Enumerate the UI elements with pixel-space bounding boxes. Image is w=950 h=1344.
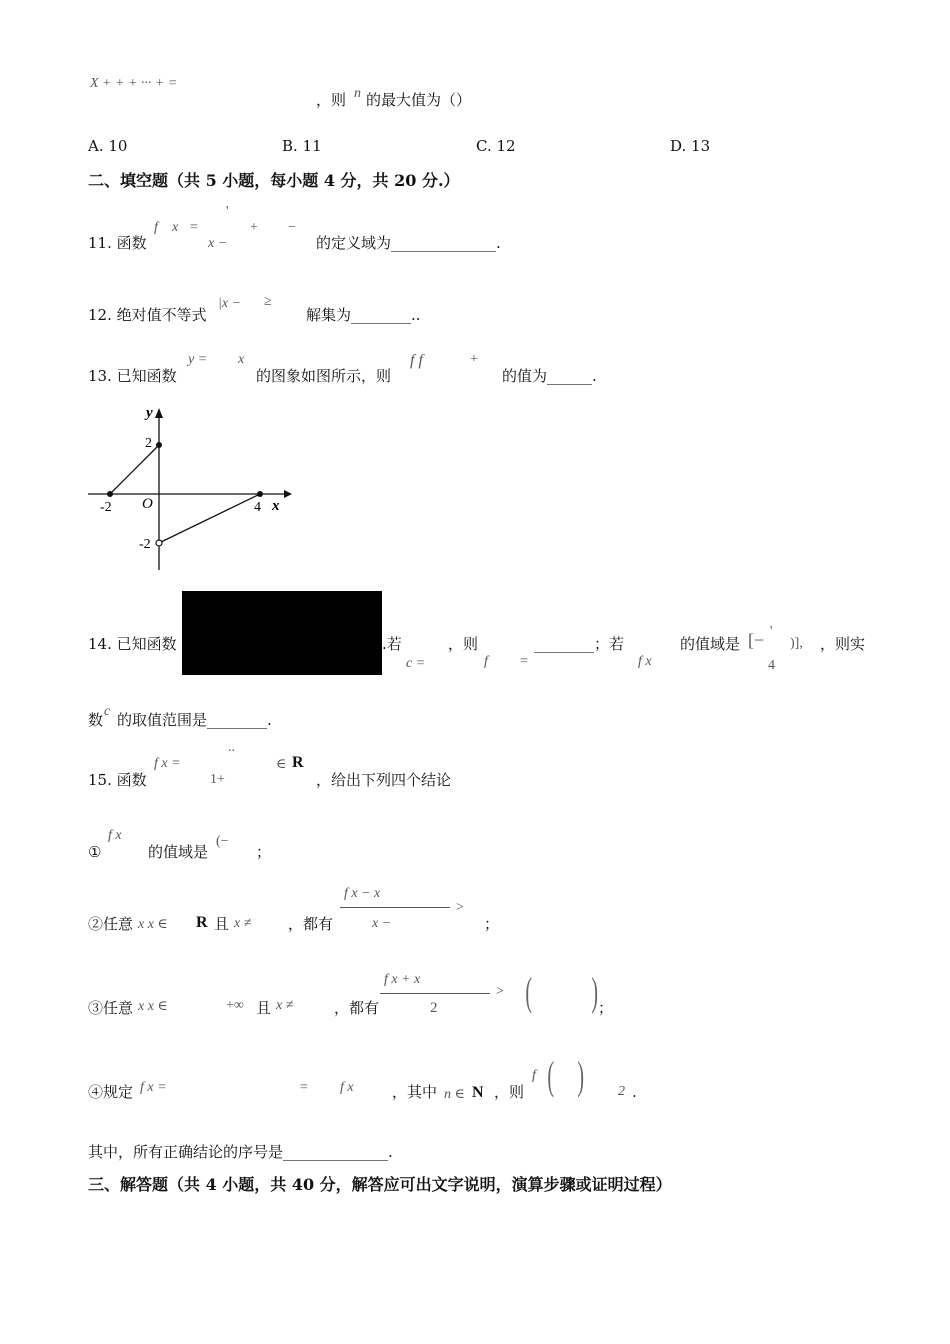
c3-neq: x ≠: [276, 998, 294, 1013]
c2-mark: ②任意: [88, 915, 134, 933]
x-axis-arrow-icon: [284, 490, 292, 498]
q13-tail: 的值为______.: [502, 367, 597, 385]
c2-fraction-bar: [340, 907, 450, 908]
q15-tail: ，给出下列四个结论: [316, 771, 452, 789]
c4-fx: f x =: [140, 1080, 167, 1095]
c2-R: R: [196, 914, 208, 931]
q14-line2-a: 数: [88, 711, 104, 729]
c3-mark: ③任意: [88, 999, 134, 1017]
open-point-0-neg2: [156, 540, 162, 546]
q14-frac-bot: 4: [768, 658, 775, 673]
y-axis-arrow-icon: [155, 408, 163, 418]
q13-x: x: [238, 352, 245, 367]
q14-number: 14. 已知函数: [88, 635, 177, 653]
tick-label-y2: 2: [145, 436, 152, 451]
q11-minus: −: [288, 220, 296, 235]
c3-left-paren-icon: (: [525, 969, 532, 1014]
q14-range-text: 的值域是: [680, 635, 741, 653]
c2-gt: >: [456, 900, 464, 915]
q14-frac-top: ': [770, 624, 773, 639]
c4-f: f: [532, 1068, 536, 1083]
point-0-2: [156, 442, 162, 448]
q15-top: ..: [228, 740, 235, 755]
c2-neq: x ≠: [234, 916, 252, 931]
c2-denominator: x −: [372, 916, 392, 931]
c2-numerator: f x − x: [344, 886, 381, 901]
c1-fx: f x: [108, 828, 122, 843]
q14-bracket-end: )],: [790, 636, 803, 651]
q10-option-d: D. 13: [670, 137, 711, 155]
point-4-0: [257, 491, 263, 497]
q11-number: 11. 函数: [88, 234, 147, 252]
c3-inf: +∞: [226, 998, 244, 1013]
c3-numerator: f x + x: [384, 972, 421, 987]
c3-right-paren-icon: ): [591, 969, 598, 1014]
q14-c: c: [104, 704, 111, 719]
c2-vars: x x ∈: [138, 917, 168, 932]
q13-ff: f f: [410, 352, 423, 369]
c4-eq: =: [300, 1080, 308, 1095]
q14-eq: =: [520, 654, 528, 669]
c4-val: 2: [618, 1084, 625, 1099]
q14-bracket: [−: [748, 630, 765, 650]
c1-semi: ；: [256, 843, 272, 861]
q14-f: f: [484, 654, 488, 669]
x-axis-label: x: [272, 498, 280, 514]
q14-ze: ，则: [448, 635, 479, 653]
q11-tick: ': [226, 204, 229, 219]
q13-y: y =: [188, 352, 208, 367]
q15-number: 15. 函数: [88, 771, 147, 789]
q10-suffix: 的最大值为（）: [366, 91, 472, 109]
q10-option-c: C. 12: [476, 137, 516, 155]
c2-qie: 且: [214, 915, 230, 933]
q11-f: f: [154, 220, 158, 235]
q15-in: ∈: [276, 757, 287, 772]
c4-ze: ，则: [494, 1083, 525, 1101]
q11-eq: =: [190, 220, 198, 235]
q11-tail: 的定义域为______________.: [316, 234, 501, 252]
q10-option-a: A. 10: [88, 137, 128, 155]
c3-qie: 且: [256, 999, 272, 1017]
q13-plus: +: [470, 352, 478, 367]
section3-title: 三、解答题（共 4 小题，共 40 分，解答应可出文字说明，演算步骤或证明过程）: [88, 1175, 672, 1194]
point-neg2-0: [107, 491, 113, 497]
c4-right-paren-icon: ): [577, 1053, 584, 1098]
origin-label: O: [142, 496, 153, 512]
c1-mark: ①: [88, 843, 102, 861]
q14-tail: ，则实: [820, 635, 866, 653]
graph-segment-right: [159, 494, 260, 543]
q14-ruo: .若: [382, 635, 402, 653]
q10-tail: ，则: [316, 91, 347, 109]
q11-x: x: [172, 220, 179, 235]
c4-mark: ④规定: [88, 1083, 134, 1101]
graph-segment-left: [110, 445, 159, 494]
q10-n: n: [354, 86, 361, 101]
c3-vars: x x ∈: [138, 999, 168, 1014]
q11-plus: +: [250, 220, 258, 235]
c3-denominator: 2: [430, 1000, 438, 1016]
q12-abs-expr: |x −: [218, 296, 242, 311]
c1-val: (−: [216, 834, 229, 849]
redacted-block: [182, 591, 382, 675]
q14-line2-b: 的取值范围是________.: [117, 711, 272, 729]
q14-fx: f x: [638, 654, 652, 669]
q13-number: 13. 已知函数: [88, 367, 177, 385]
c4-N: N: [472, 1084, 484, 1101]
q14-c-eq: c =: [406, 656, 426, 671]
c4-left-paren-icon: (: [547, 1053, 554, 1098]
q12-number: 12. 绝对值不等式: [88, 306, 207, 324]
function-graph: [80, 400, 300, 580]
c2-semi: ；: [484, 915, 500, 933]
q11-denominator: x −: [208, 236, 228, 251]
tick-label-yneg2: -2: [139, 537, 151, 552]
c4-fx2: f x: [340, 1080, 354, 1095]
tick-label-xneg2: -2: [100, 500, 112, 515]
c3-gt: >: [496, 984, 504, 999]
c4-dot: .: [632, 1083, 637, 1101]
tick-label-x4: 4: [254, 500, 261, 515]
q13-mid: 的图象如图所示，则: [256, 367, 392, 385]
q15-answer-prompt: 其中，所有正确结论的序号是______________.: [88, 1143, 393, 1161]
q12-ge: ≥: [264, 294, 272, 309]
q15-den: 1+: [210, 772, 225, 787]
section2-title: 二、填空题（共 5 小题，每小题 4 分，共 20 分.）: [88, 171, 460, 190]
c4-qizhong: ，其中: [392, 1083, 438, 1101]
c3-fraction-bar: [380, 993, 490, 994]
c3-semi: ；: [598, 999, 614, 1017]
c1-text: 的值域是: [148, 843, 209, 861]
c3-dou: ，都有: [334, 999, 380, 1017]
q15-fx: f x =: [154, 756, 181, 771]
q15-R: R: [292, 754, 304, 771]
q10-option-b: B. 11: [282, 137, 322, 155]
y-axis-label: y: [146, 405, 153, 421]
c4-n-in: n ∈: [444, 1087, 465, 1102]
q10-formula: X + + + ··· + =: [90, 76, 178, 91]
c2-dou: ，都有: [288, 915, 334, 933]
q12-tail: 解集为________..: [306, 306, 421, 324]
q14-blank1: ________；若: [534, 635, 625, 653]
